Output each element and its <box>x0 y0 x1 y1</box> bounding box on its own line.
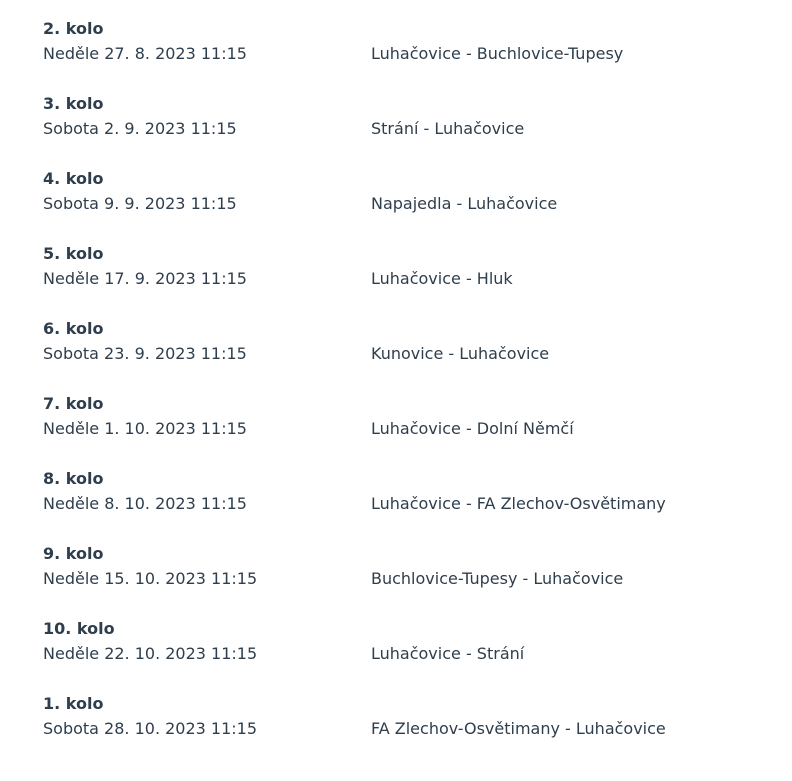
round-title: 7. kolo <box>43 394 104 413</box>
round-entry <box>43 19 763 69</box>
round-entry <box>43 544 763 594</box>
round-match: Strání - Luhačovice <box>371 119 525 138</box>
round-entry <box>43 169 763 219</box>
round-date: Neděle 22. 10. 2023 11:15 <box>43 644 258 663</box>
round-title: 6. kolo <box>43 319 104 338</box>
round-date: Neděle 27. 8. 2023 11:15 <box>43 44 247 63</box>
round-title: 1. kolo <box>43 694 104 713</box>
round-match: Luhačovice - Hluk <box>371 269 513 288</box>
round-match: Kunovice - Luhačovice <box>371 344 550 363</box>
round-entry <box>43 694 763 744</box>
round-match: Buchlovice-Tupesy - Luhačovice <box>371 569 624 588</box>
round-date: Neděle 1. 10. 2023 11:15 <box>43 419 247 438</box>
round-match: FA Zlechov-Osvětimany - Luhačovice <box>371 719 666 738</box>
round-entry <box>43 244 763 294</box>
round-title: 9. kolo <box>43 544 104 563</box>
round-date: Neděle 17. 9. 2023 11:15 <box>43 269 247 288</box>
round-entry <box>43 469 763 519</box>
round-date: Sobota 2. 9. 2023 11:15 <box>43 119 237 138</box>
round-title: 5. kolo <box>43 244 104 263</box>
round-match: Luhačovice - Strání <box>371 644 525 663</box>
round-entry <box>43 319 763 369</box>
round-match: Luhačovice - Buchlovice-Tupesy <box>371 44 624 63</box>
round-date: Sobota 28. 10. 2023 11:15 <box>43 719 258 738</box>
round-match: Napajedla - Luhačovice <box>371 194 558 213</box>
round-entry <box>43 619 763 669</box>
round-entry <box>43 94 763 144</box>
round-entry <box>43 394 763 444</box>
round-match: Luhačovice - FA Zlechov-Osvětimany <box>371 494 666 513</box>
round-title: 3. kolo <box>43 94 104 113</box>
round-title: 2. kolo <box>43 19 104 38</box>
round-date: Sobota 9. 9. 2023 11:15 <box>43 194 237 213</box>
round-title: 10. kolo <box>43 619 115 638</box>
round-title: 8. kolo <box>43 469 104 488</box>
round-title: 4. kolo <box>43 169 104 188</box>
round-match: Luhačovice - Dolní Němčí <box>371 419 574 438</box>
round-date: Neděle 8. 10. 2023 11:15 <box>43 494 247 513</box>
round-date: Neděle 15. 10. 2023 11:15 <box>43 569 258 588</box>
round-date: Sobota 23. 9. 2023 11:15 <box>43 344 247 363</box>
